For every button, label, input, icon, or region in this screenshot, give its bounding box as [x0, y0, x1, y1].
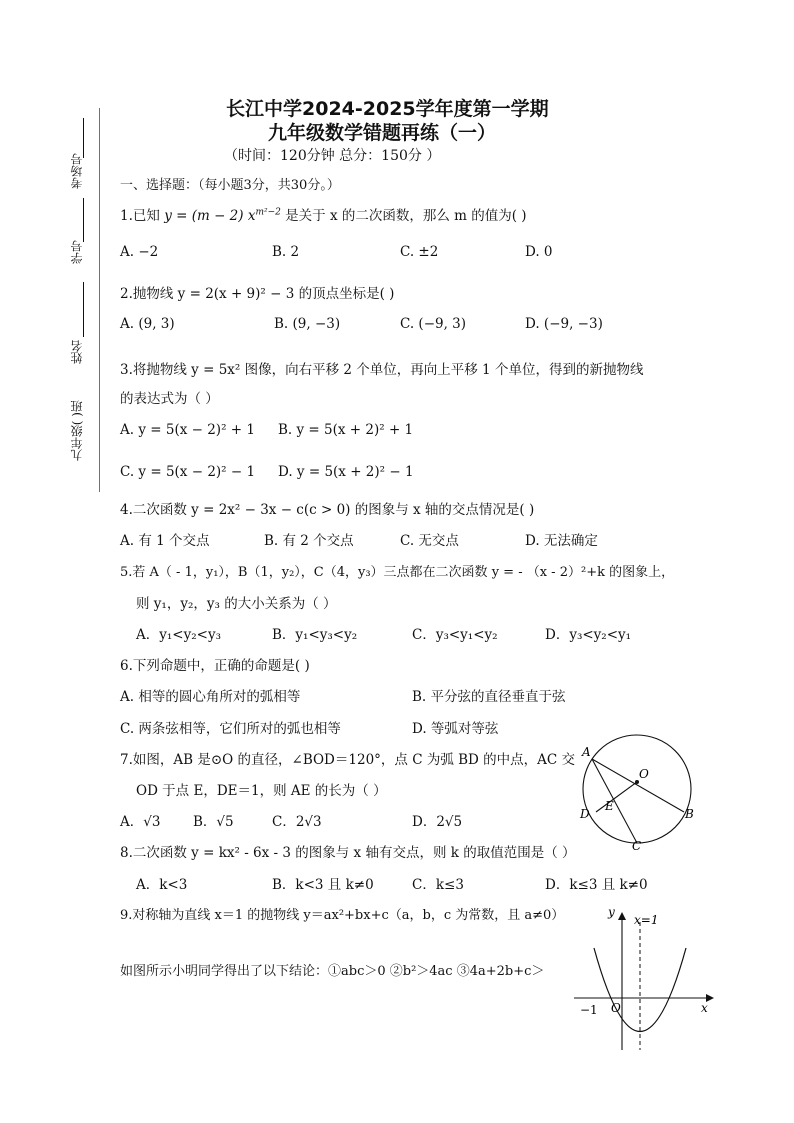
q3-stem-line1: 3.将抛物线 y = 5x² 图像，向右平移 2 个单位，再向上平移 1 个单位，得到的新抛物线	[120, 362, 644, 378]
q2-stem: 2.抛物线 y = 2(x + 9)² − 3 的顶点坐标是( )	[120, 286, 395, 302]
q6-option-b[interactable]: B. 平分弦的直径垂直于弦	[412, 689, 566, 705]
q6-stem: 6.下列命题中，正确的命题是( )	[120, 658, 310, 674]
q2-option-c[interactable]: C. (−9, 3)	[400, 316, 467, 332]
label-neg1: −1	[580, 1003, 598, 1017]
q1-formula: y = (m − 2) x	[164, 208, 256, 224]
q1-option-c[interactable]: C. ±2	[400, 244, 439, 260]
q7-stem-line1: 7.如图，AB 是⊙O 的直径，∠BOD＝120°，点 C 为弧 BD 的中点，AC 交	[120, 752, 576, 768]
q7-circle-figure	[576, 730, 706, 854]
q4-option-c[interactable]: C. 无交点	[400, 533, 459, 549]
q8-option-a[interactable]: A．k<3	[136, 877, 188, 893]
label-a: A	[582, 745, 591, 759]
q1-exponent: m²−2	[255, 207, 281, 218]
q5-option-b[interactable]: B．y₁<y₃<y₂	[272, 627, 358, 643]
q1-stem	[120, 204, 527, 224]
label-x: x	[701, 1001, 708, 1015]
q2-option-a[interactable]: A. (9, 3)	[120, 316, 175, 332]
q8-option-d[interactable]: D．k≤3 且 k≠0	[545, 877, 648, 893]
q2-option-b[interactable]: B. (9, −3)	[274, 316, 341, 332]
label-o: O	[639, 767, 649, 781]
q3-option-a[interactable]: A. y = 5(x − 2)² + 1	[120, 422, 255, 438]
label-d: D	[580, 807, 590, 821]
q2-option-d[interactable]: D. (−9, −3)	[525, 316, 603, 332]
q7-option-b[interactable]: B．√5	[193, 814, 234, 830]
label-y: y	[608, 905, 615, 919]
name-underline	[83, 282, 84, 337]
q9-stem-line2: 如图所示小明同学得出了以下结论：①abc＞0 ②b²＞4ac ③4a+2b+c＞	[120, 964, 545, 979]
q5-option-c[interactable]: C．y₃<y₁<y₂	[412, 627, 498, 643]
q7-stem-line2: OD 于点 E，DE＝1，则 AE 的长为（ ）	[136, 783, 387, 799]
label-c: C	[632, 839, 642, 853]
q1-option-d[interactable]: D. 0	[525, 244, 553, 260]
exam-meta: （时间：120分钟 总分：150分 ）	[224, 148, 441, 164]
q7-option-d[interactable]: D．2√5	[412, 814, 463, 830]
q7-option-a[interactable]: A．√3	[120, 814, 161, 830]
paper-title: 九年级数学错题再练（一）	[268, 122, 497, 144]
q1-post: 是关于 x 的二次函数，那么 m 的值为( )	[285, 208, 527, 224]
q6-option-a[interactable]: A. 相等的圆心角所对的弧相等	[120, 689, 301, 705]
q6-option-d[interactable]: D. 等弧对等弦	[412, 721, 499, 737]
binding-line	[99, 108, 100, 492]
q8-option-b[interactable]: B．k<3 且 k≠0	[272, 877, 374, 893]
q4-option-a[interactable]: A. 有 1 个交点	[120, 533, 210, 549]
q1-option-a[interactable]: A. −2	[120, 244, 159, 260]
y-axis-arrow	[618, 912, 626, 920]
q3-option-d[interactable]: D. y = 5(x + 2)² − 1	[278, 464, 414, 480]
radius-od	[596, 782, 637, 812]
q5-stem-line1: 5.若 A（ - 1，y₁），B（1，y₂），C（4，y₃）三点都在二次函数 y = - （x - 2）²+k 的图象上，	[120, 565, 675, 580]
exam-room-label: 考场号	[70, 153, 84, 189]
section-heading: 一、选择题：（每小题3分，共30分。）	[120, 178, 340, 193]
q3-stem-line2: 的表达式为（ ）	[120, 391, 219, 407]
q8-option-c[interactable]: C．k≤3	[412, 877, 464, 893]
q1-pre: 1.已知	[120, 208, 160, 224]
q4-option-d[interactable]: D. 无法确定	[525, 533, 598, 549]
student-no-underline	[83, 198, 84, 242]
name-label: 姓名	[70, 340, 84, 364]
q5-option-a[interactable]: A．y₁<y₂<y₃	[136, 627, 221, 643]
q7-option-c[interactable]: C．2√3	[272, 814, 322, 830]
circle-o	[583, 735, 691, 843]
exam-room-underline	[83, 118, 84, 158]
label-axis: x=1	[634, 913, 659, 927]
q3-option-c[interactable]: C. y = 5(x − 2)² − 1	[120, 464, 256, 480]
q1-option-b[interactable]: B. 2	[272, 244, 300, 260]
label-e: E	[605, 799, 614, 813]
class-label: 九年级( )班	[70, 400, 84, 462]
label-origin: O	[611, 1001, 621, 1015]
q4-stem: 4.二次函数 y = 2x² − 3x − c(c > 0) 的图象与 x 轴的交点情况是( )	[120, 502, 535, 518]
q3-option-b[interactable]: B. y = 5(x + 2)² + 1	[278, 422, 414, 438]
q5-stem-line2: 则 y₁，y₂，y₃ 的大小关系为（ ）	[136, 596, 337, 612]
q9-parabola-figure	[570, 900, 720, 1060]
label-b: B	[685, 807, 694, 821]
q9-stem-line1: 9.对称轴为直线 x＝1 的抛物线 y＝ax²+bx+c（a，b，c 为常数，且 a≠0）	[120, 908, 565, 923]
q4-option-b[interactable]: B. 有 2 个交点	[264, 533, 354, 549]
q5-option-d[interactable]: D．y₃<y₂<y₁	[545, 627, 632, 643]
q6-option-c[interactable]: C. 两条弦相等，它们所对的弧也相等	[120, 721, 341, 737]
q8-stem: 8.二次函数 y = kx² - 6x - 3 的图象与 x 轴有交点，则 k 的取值范围是（ ）	[120, 845, 576, 861]
school-title: 长江中学2024-2025学年度第一学期	[226, 98, 549, 120]
student-no-label: 学号	[70, 240, 84, 264]
